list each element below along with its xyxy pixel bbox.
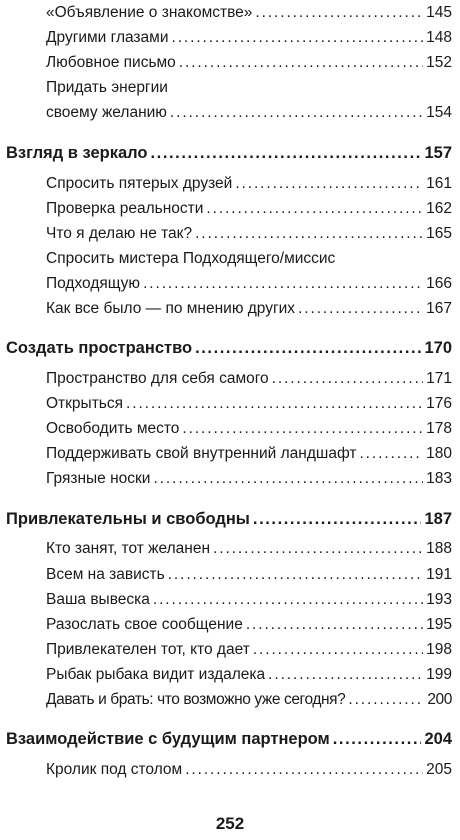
dot-leader: [153, 470, 423, 488]
toc-entry: [46, 29, 452, 47]
toc-entry-page: 183: [426, 470, 452, 487]
dot-leader: [348, 691, 424, 709]
toc-entry: [46, 591, 452, 609]
toc-entry-title: Всем на зависть: [46, 566, 165, 583]
dot-leader: [359, 445, 423, 463]
toc-entry-title: Ваша вывеска: [46, 591, 150, 608]
toc-section: [6, 510, 452, 529]
toc-entry-title: Давать и брать: что возможно уже сегодня?: [46, 691, 346, 708]
dot-leader: [213, 540, 423, 558]
toc-section-title: Взаимодействие с будущим партнером: [6, 730, 330, 748]
toc-entry-title: Проверка реальности: [46, 200, 204, 217]
toc-entry: [46, 225, 452, 243]
toc-entry: [46, 691, 452, 709]
toc-section: [6, 730, 452, 749]
toc-entry: [46, 420, 452, 438]
dot-leader: [143, 275, 423, 293]
dot-leader: [168, 566, 423, 584]
dot-leader: [179, 54, 423, 72]
toc-entry-title: Кто занят, тот желанен: [46, 540, 211, 557]
dot-leader: [182, 420, 423, 438]
toc-entry-page: 154: [426, 104, 452, 121]
toc-section-title: Привлекательны и свободны: [6, 510, 250, 528]
toc-entry-title: Привлекателен тот, кто дает: [46, 641, 250, 658]
dot-leader: [235, 175, 423, 193]
toc-entry-title: Подходящую: [46, 275, 141, 292]
dot-leader: [333, 730, 422, 749]
toc-entry-title: Открыться: [46, 395, 124, 412]
dot-leader: [253, 641, 423, 659]
toc-entry-page: 176: [426, 395, 452, 412]
toc-entry-page: 167: [426, 300, 452, 317]
toc-entry-page: 148: [426, 29, 452, 46]
toc-section-page: 157: [424, 144, 452, 162]
toc-entry-title: Освободить место: [46, 420, 180, 437]
toc-entry-page: 193: [426, 591, 452, 608]
toc-entry: [46, 4, 452, 22]
toc-entry: [46, 540, 452, 558]
toc-entry: [46, 666, 452, 684]
toc-entry-title: Поддерживать свой внутренний ландшафт: [46, 445, 357, 462]
toc-entry: [46, 54, 452, 72]
toc-entry-page: 162: [426, 200, 452, 217]
toc-entry: [46, 616, 452, 634]
toc-entry-page: 199: [426, 666, 452, 683]
toc-entry-title: Кролик под столом: [46, 761, 183, 778]
toc-entry: [46, 395, 452, 413]
toc-entry-title: Как все было — по мнению других: [46, 300, 296, 317]
toc-section-title: Взгляд в зеркало: [6, 144, 148, 162]
dot-leader: [195, 339, 421, 358]
dot-leader: [195, 225, 423, 243]
toc-entry-page: 205: [426, 761, 452, 778]
toc-entry: [46, 175, 452, 193]
toc-entry-title: своему желанию: [46, 104, 167, 121]
toc-entry: [46, 470, 452, 488]
toc-entry-page: 178: [426, 420, 452, 437]
toc-entry: [46, 641, 452, 659]
dot-leader: [246, 616, 423, 634]
dot-leader: [185, 761, 423, 779]
dot-leader: [126, 395, 423, 413]
toc-entry-page: 191: [426, 566, 452, 583]
toc-entry-title: Пространство для себя самого: [46, 370, 269, 387]
dot-leader: [268, 666, 423, 684]
toc-entry-page: 166: [426, 275, 452, 292]
toc-section-page: 187: [424, 510, 452, 528]
toc-section-page: 204: [424, 730, 452, 748]
toc-entry-page: 180: [426, 445, 452, 462]
dot-leader: [253, 510, 422, 529]
toc-entry: [46, 370, 452, 388]
toc-entry: [46, 445, 452, 463]
toc-entry-title: Другими глазами: [46, 29, 169, 46]
toc-entry-title: Любовное письмо: [46, 54, 176, 71]
dot-leader: [170, 104, 423, 122]
toc-entry-page: 165: [426, 225, 452, 242]
dot-leader: [171, 29, 423, 47]
toc-entry-page: 188: [426, 540, 452, 557]
toc-section-title: Создать пространство: [6, 339, 193, 357]
toc-entry-page: 200: [427, 691, 452, 708]
dot-leader: [206, 200, 423, 218]
toc-entry-page: 145: [426, 4, 452, 21]
page-number: 252: [215, 814, 245, 833]
toc-section: [6, 144, 452, 163]
toc-entry-title: «Объявление о знакомстве»: [46, 4, 253, 21]
toc-entry-title-line1: Придать энергии: [46, 79, 168, 96]
toc-entry-title: Что я делаю не так?: [46, 225, 193, 242]
toc-entry: [46, 275, 452, 293]
toc-entry-title: Грязные носки: [46, 470, 151, 487]
toc-entry-page: 161: [426, 175, 452, 192]
toc-entry: [46, 300, 452, 318]
dot-leader: [298, 300, 423, 318]
toc-entry-page: 171: [426, 370, 452, 387]
toc-entry: [46, 566, 452, 584]
toc-entry-title: Рыбак рыбака видит издалека: [46, 666, 266, 683]
dot-leader: [272, 370, 423, 388]
toc-entry-page: 152: [426, 54, 452, 71]
toc-section-page: 170: [424, 339, 452, 357]
dot-leader: [255, 4, 423, 22]
toc-entry-title-line1: Спросить мистера Подходящего/миссис: [46, 250, 336, 267]
toc-entry: [46, 761, 452, 779]
toc-entry: [46, 200, 452, 218]
toc-entry-title: Спросить пятерых друзей: [46, 175, 233, 192]
toc-entry-page: 195: [426, 616, 452, 633]
dot-leader: [153, 591, 423, 609]
toc-entry-title: Разослать свое сообщение: [46, 616, 243, 633]
toc-entry: [46, 104, 452, 122]
toc-entry-page: 198: [426, 641, 452, 658]
toc-section: [6, 339, 452, 358]
dot-leader: [151, 144, 422, 163]
